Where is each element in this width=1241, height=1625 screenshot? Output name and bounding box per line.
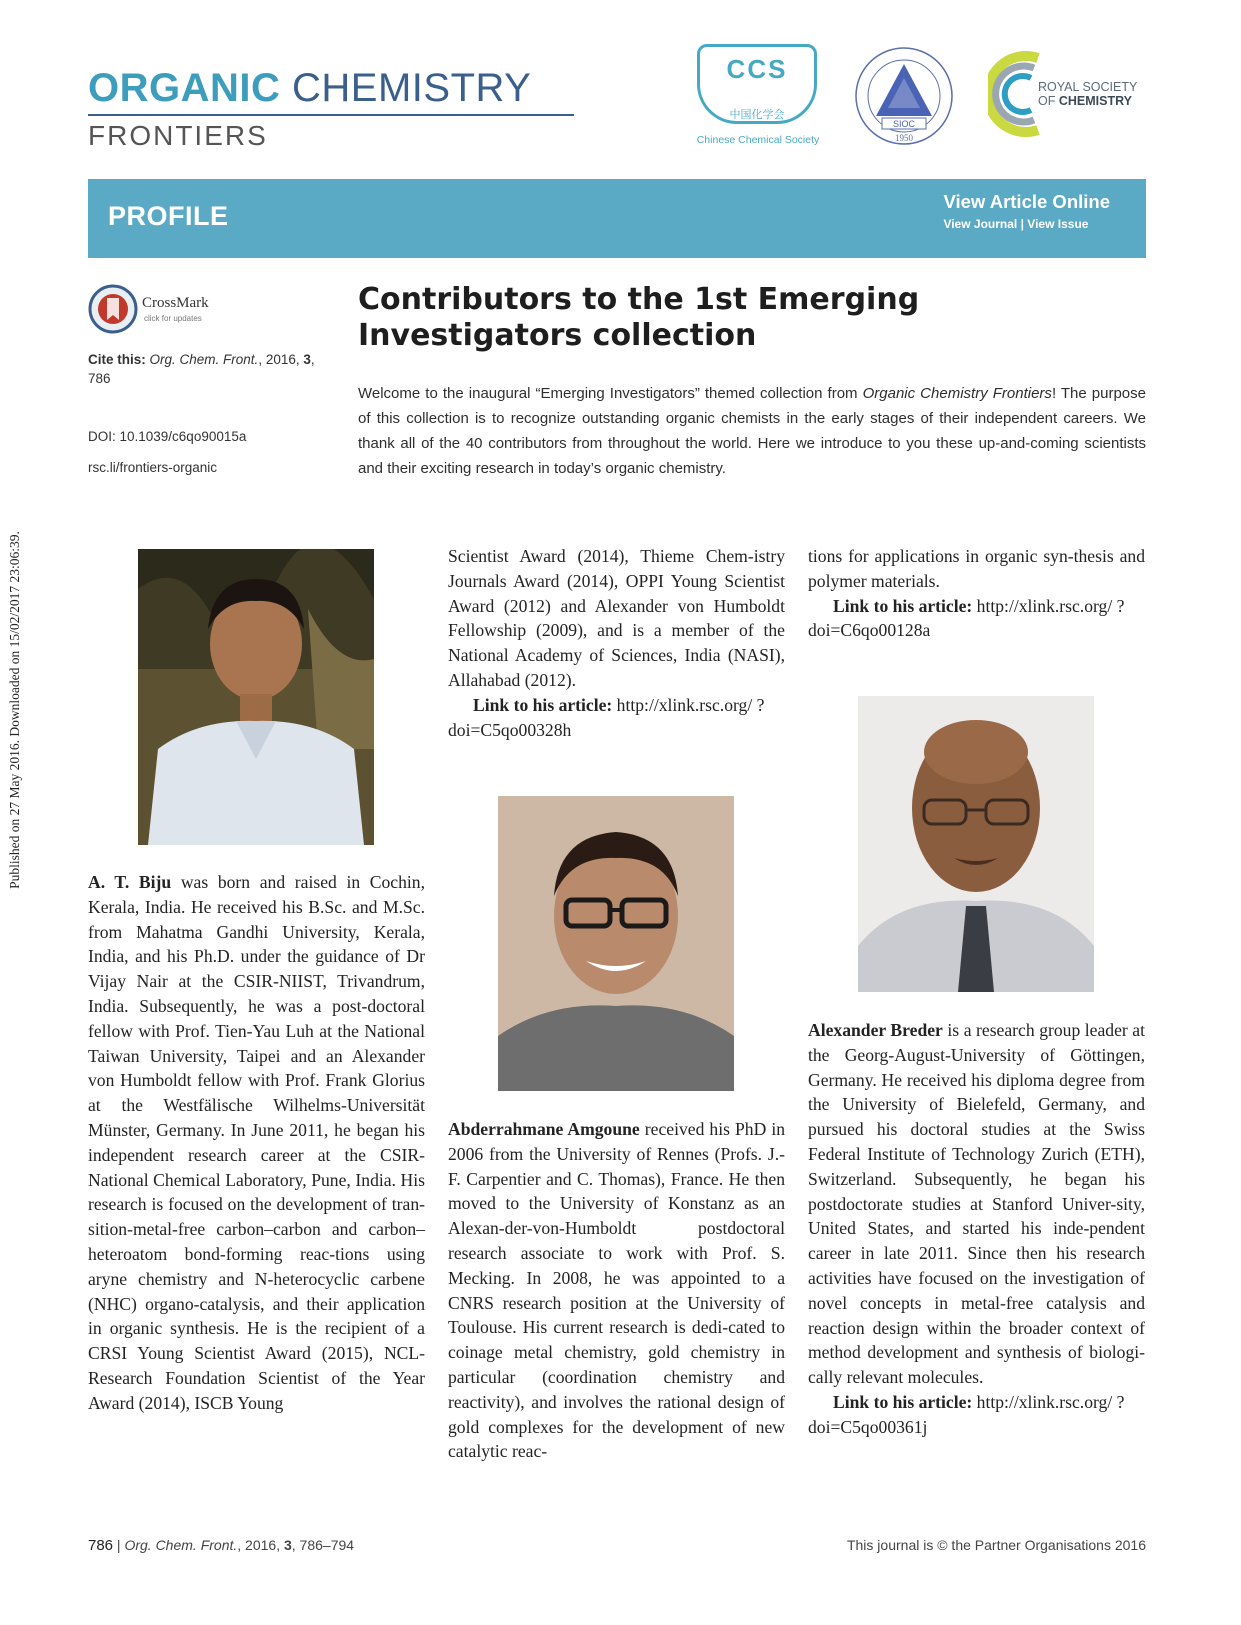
- rsc-of: OF: [1038, 94, 1056, 108]
- citation: Cite this: Org. Chem. Front., 2016, 3, 786: [88, 352, 315, 386]
- crossmark-icon: [88, 284, 138, 334]
- portrait-amgoune: [498, 796, 734, 1091]
- crossmark-badge[interactable]: CrossMark click for updates: [88, 284, 228, 334]
- column-3-top: [808, 544, 1145, 643]
- column-1: [88, 870, 425, 1416]
- footer-copyright: This journal is © the Partner Organisations 2016: [846, 1537, 1146, 1553]
- view-journal-link[interactable]: View Journal: [943, 217, 1018, 231]
- article-title: Contributors to the 1st Emerging Investigators collection: [358, 282, 920, 353]
- journal-short-link[interactable]: rsc.li/frontiers-organic: [88, 460, 218, 475]
- breder-bio: Alexander Breder is a research group leader at the Georg-August-University of Göttingen, Germany. He received his diploma degree from the University of Bielefeld, Germany, and pursued his doctoral studies at the Swiss Federal Institute of Technology Zurich (ETH), Switzerland. Subsequently, he began his postdoctorate studies at Stanford Univer-sity, United States, and started his inde-pendent career in late 2011. Since then his research activities have focused on the investigation of novel concepts in metal-free catalysis and reaction design within the broader context of method development and synthesis of biologi-cally relevant molecules.: [808, 1020, 1146, 1388]
- amgoune-bio-continued: tions for applications in organic syn-thesis and polymer materials.: [808, 546, 1145, 591]
- journal-title: [88, 64, 532, 151]
- column-2-bottom: [448, 1117, 785, 1464]
- profile-banner: [88, 179, 1146, 258]
- svg-text:SIOC: SIOC: [892, 119, 916, 129]
- amgoune-bio: Abderrahmane Amgoune received his PhD in 2006 from the University of Rennes (Profs. J.-F. Carpentier and C. Thomas), France. He then moved to the University of Konstanz as an Alexan-der-von-Humboldt postdoctoral research associate to work with Prof. S. Mecking. In 2008, he was appointed to a CNRS research position at the University of Toulouse. His current research is dedi-cated to coinage metal chemistry, gold chemistry in particular (coordination chemistry and reactivity), and involves the rational design of gold complexes for the development of new catalytic reac-: [448, 1119, 785, 1462]
- page-number: 786: [88, 1537, 114, 1554]
- ccs-logo: CCS 中国化学会 Chinese Chemical Society: [693, 44, 823, 154]
- rsc-line1: ROYAL SOCIETY: [1038, 80, 1138, 94]
- link-separator: |: [1020, 217, 1024, 231]
- view-issue-link[interactable]: View Issue: [1027, 217, 1089, 231]
- biju-article-link[interactable]: Link to his article: http://xlink.rsc.org/ ?doi=C5qo00328h: [448, 694, 765, 740]
- doi: DOI: 10.1039/c6qo90015a: [88, 429, 247, 444]
- journal-word-chemistry: CHEMISTRY: [292, 66, 532, 110]
- rsc-logo: [988, 44, 1148, 144]
- biju-bio-continued: Scientist Award (2014), Thieme Chem-istry Journals Award (2014), OPPI Young Scientist Award (2012) and Alexander von Humboldt Fellowship (2009), and is a member of the National Academy of Sciences, India (NASI), Allahabad (2012).: [448, 546, 785, 690]
- section-label: PROFILE: [108, 201, 229, 231]
- rsc-line2: CHEMISTRY: [1058, 94, 1132, 108]
- sioc-logo: [852, 44, 956, 148]
- portrait-breder: [858, 696, 1094, 992]
- amgoune-article-link[interactable]: Link to his article: http://xlink.rsc.org/ ?doi=C6qo00128a: [808, 595, 1125, 641]
- biju-name: A. T. Biju: [88, 872, 172, 892]
- breder-name: Alexander Breder: [808, 1020, 943, 1040]
- portrait-biju: [138, 549, 374, 845]
- article-intro: Welcome to the inaugural “Emerging Investigators” themed collection from Organic Chemistry Frontiers! The purpose of this collection is to recognize outstanding organic chemists in the early stages of their independent careers. We thank all of the 40 contributors from throughout the world. Here we introduce to you these up-and-coming scientists and their exciting research in today’s organic chemistry.: [358, 385, 1146, 477]
- footer-citation: 786 | Org. Chem. Front., 2016, 3, 786–794: [88, 1537, 355, 1554]
- journal-word-organic: ORGANIC: [88, 66, 281, 110]
- journal-word-frontiers: FRONTIERS: [88, 120, 268, 151]
- view-article-online-link[interactable]: View Article Online: [943, 191, 1110, 212]
- amgoune-name: Abderrahmane Amgoune: [448, 1119, 640, 1139]
- svg-text:1950: 1950: [895, 133, 913, 143]
- title-rule: [88, 114, 574, 116]
- download-stamp: Published on 27 May 2016. Downloaded on 15/02/2017 23:06:39.: [7, 531, 22, 889]
- column-3-bottom: [808, 1018, 1145, 1440]
- breder-article-link[interactable]: Link to his article: http://xlink.rsc.org/ ?doi=C5qo00361j: [808, 1391, 1125, 1437]
- column-2-top: [448, 544, 785, 742]
- biju-bio: A. T. Biju was born and raised in Cochin, Kerala, India. He received his B.Sc. and M.Sc. from Mahatma Gandhi University, Kerala, India, and his Ph.D. under the guidance of Dr Vijay Nair at the CSIR-NIIST, Trivandrum, India. Subsequently, he was a post-doctoral fellow with Prof. Tien-Yau Luh at the National Taiwan University, Taipei and an Alexander von Humboldt fellow with Prof. Frank Glorius at the Westfälische Wilhelms-Universität Münster, Germany. In June 2011, he began his independent research career at the CSIR-National Chemical Laboratory, Pune, India. His research is focused on the development of tran-sition-metal-free carbon–carbon and carbon–heteroatom bond-forming reac-tions using aryne chemistry and N-heterocyclic carbene (NHC) organo-catalysis, and their application in organic synthesis. He is the recipient of a CRSI Young Scientist Award (2015), NCL-Research Foundation Scientist of the Year Award (2014), ISCB Young: [88, 872, 425, 1413]
